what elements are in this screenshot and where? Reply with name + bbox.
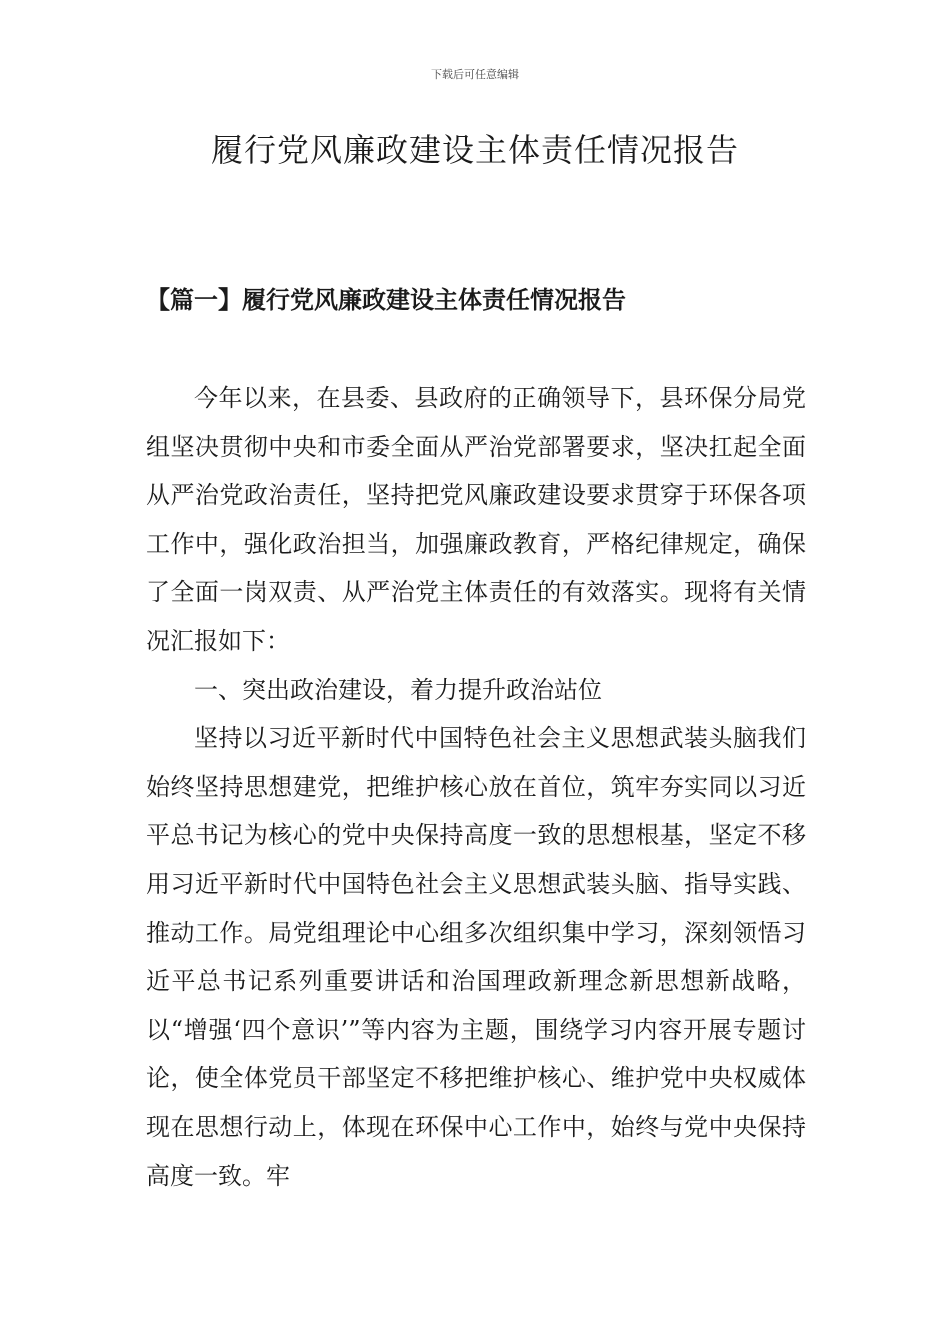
- paragraph-intro: 今年以来，在县委、县政府的正确领导下，县环保分局党组坚决贯彻中央和市委全面从严治党部署要求，坚决扛起全面从严治党政治责任，坚持把党风廉政建设要求贯穿于环保各项工作中，强化政治担当，加强廉政教育，严格纪律规定，确保了全面一岗双责、从严治党主体责任的有效落实。现将有关情况汇报如下：: [146, 384, 806, 655]
- document-body: [146, 374, 806, 1200]
- document-title: 履行党风廉政建设主体责任情况报告: [210, 131, 739, 169]
- paragraph-subheading: 一、突出政治建设，着力提升政治站位: [194, 675, 602, 704]
- paragraph-content: 坚持以习近平新时代中国特色社会主义思想武装头脑我们始终坚持思想建党，把维护核心放在首位，筑牢夯实同以习近平总书记为核心的党中央保持高度一致的思想根基，坚定不移用习近平新时代中国特色社会主义思想武装头脑、指导实践、推动工作。局党组理论中心组多次组织集中学习，深刻领悟习近平总书记系列重要讲话和治国理政新理念新思想新战略，以“增强‘四个意识’”等内容为主题，围绕学习内容开展专题讨论，使全体党员干部坚定不移把维护核心、维护党中央权威体现在思想行动上，体现在环保中心工作中，始终与党中央保持高度一致。牢: [146, 724, 806, 1190]
- section-heading: 【篇一】履行党风廉政建设主体责任情况报告: [146, 285, 626, 314]
- header-note: 下载后可任意编辑: [431, 68, 519, 81]
